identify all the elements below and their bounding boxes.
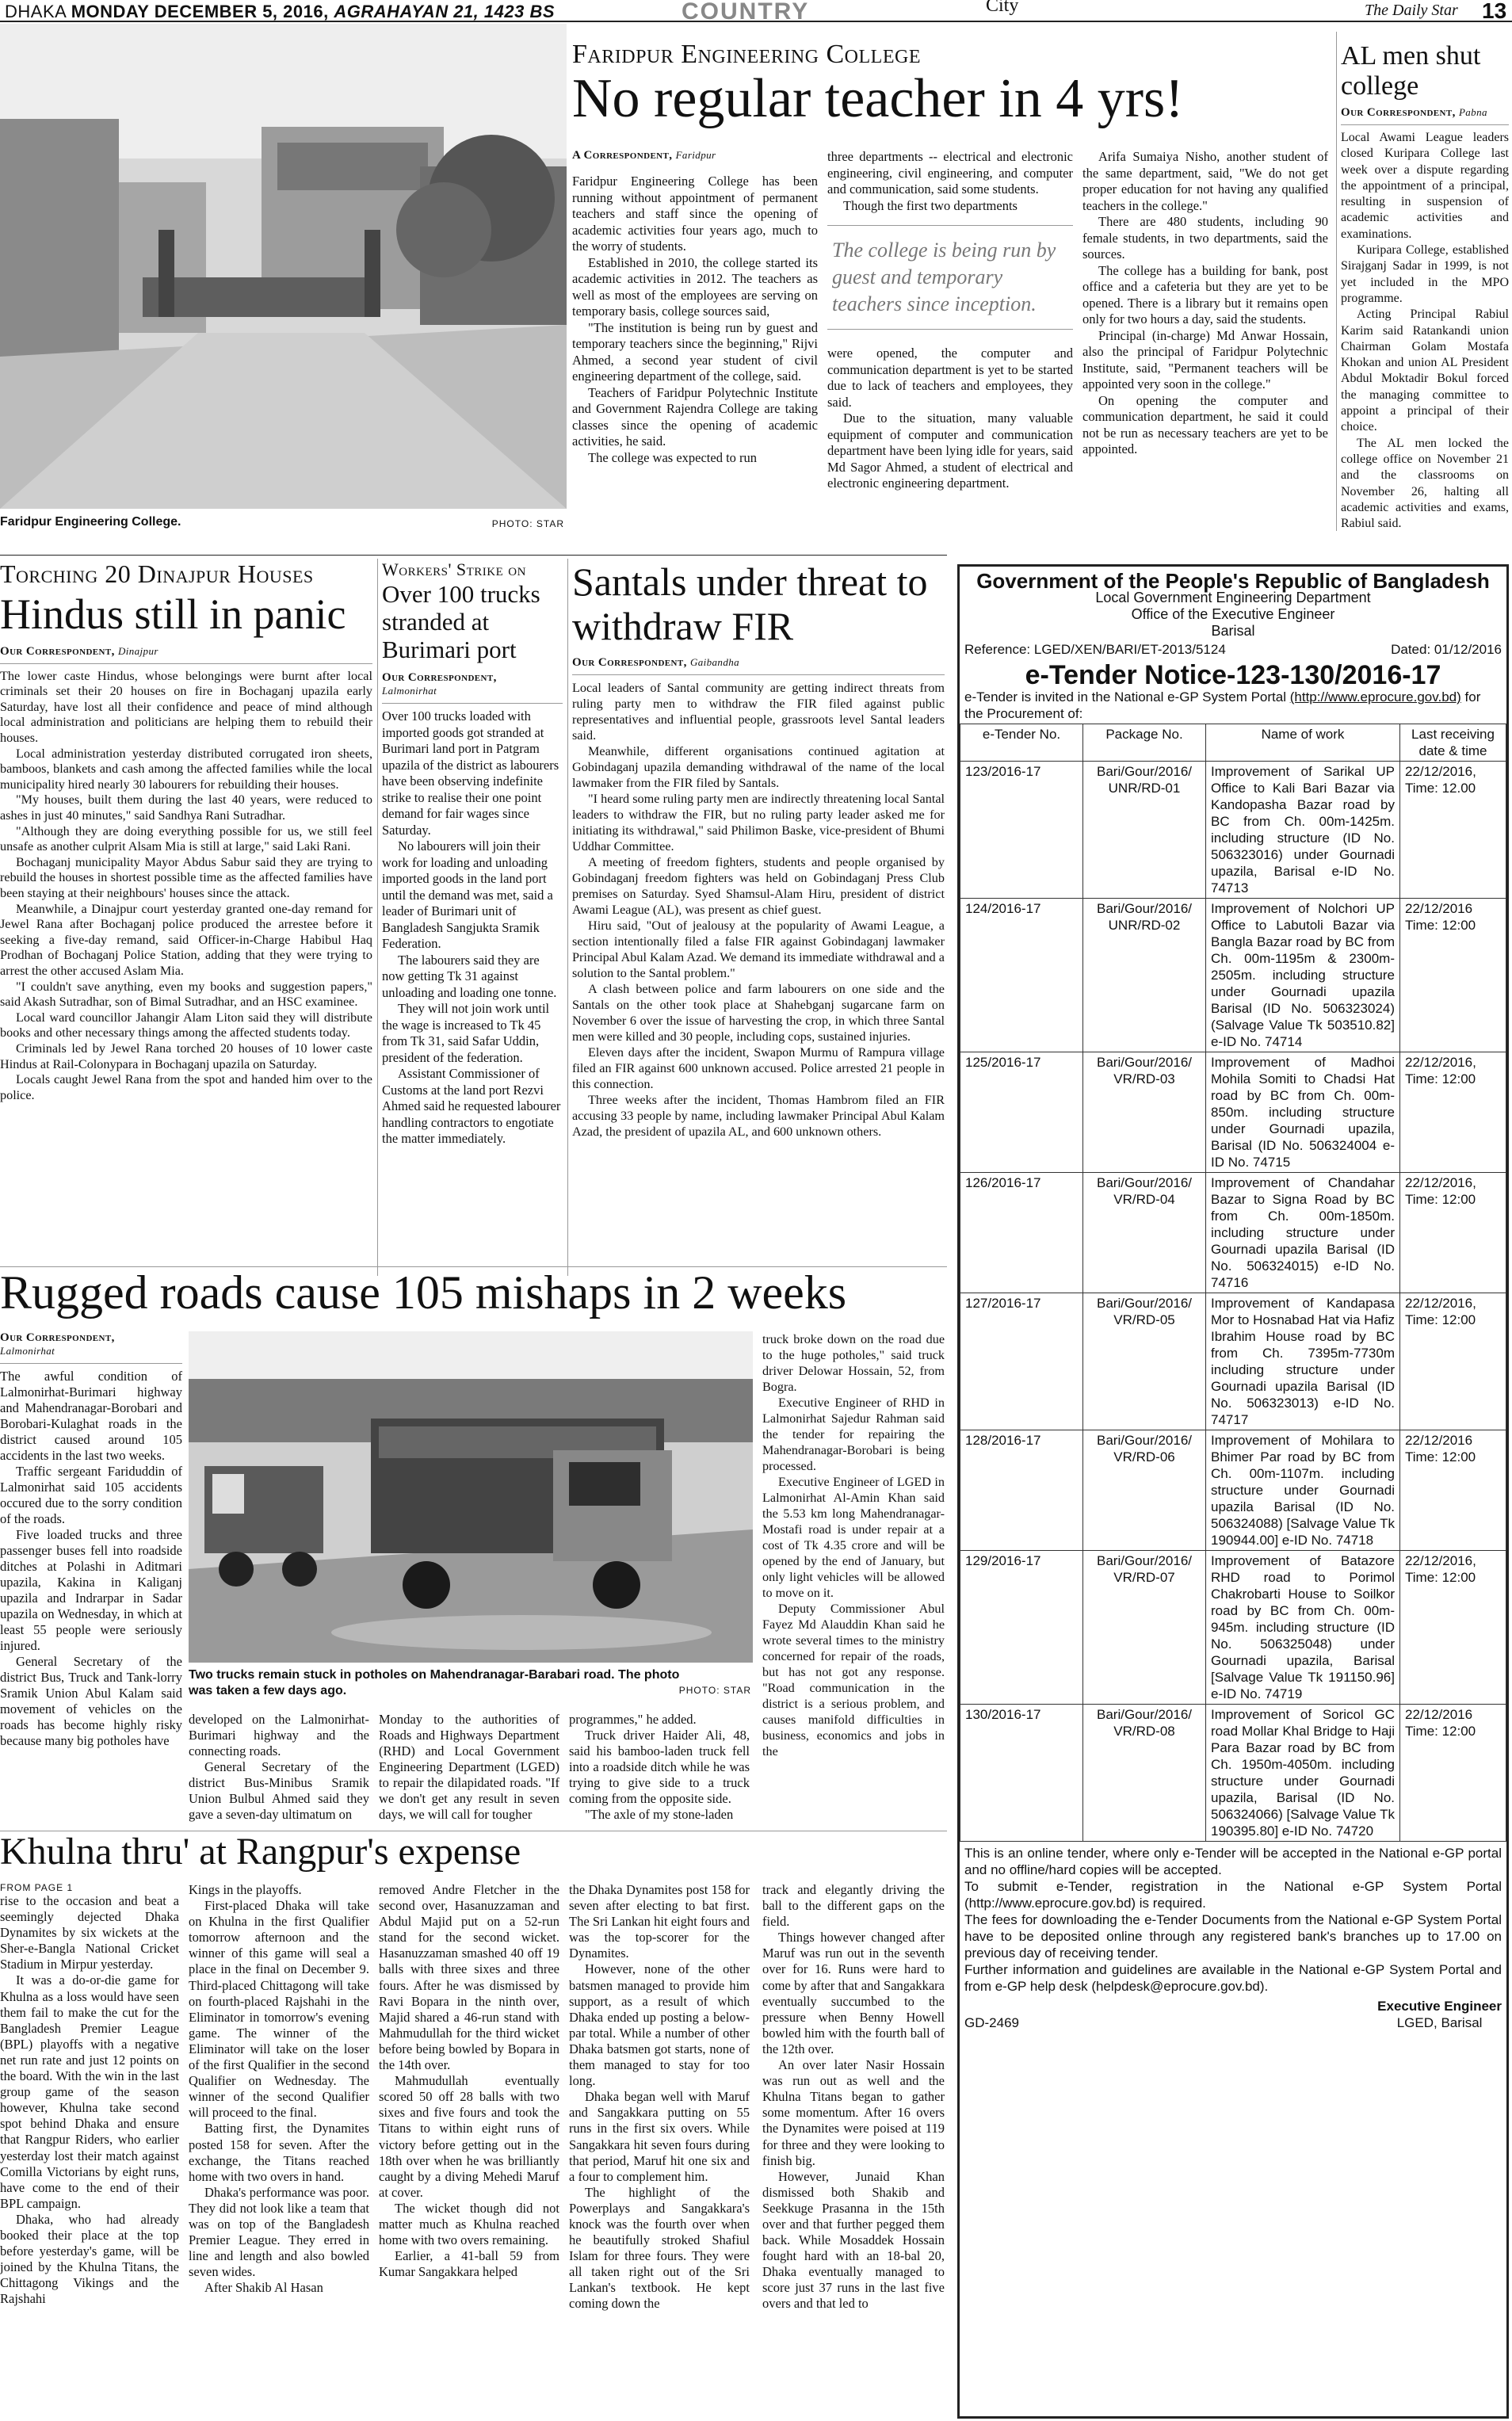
paragraph: The highlight of the Powerplays and Sangakkara's knock was the fourth over when he beautifully stroked Shafiul Islam for three fours. They were all taken right out of the Sri Lankan's textbook. He kept coming down the	[569, 2184, 750, 2312]
paragraph: The college has a building for bank, post office and a cafeteria but they are yet to be opened. There is a library but it remains open only for two hours a day, said the students.	[1082, 262, 1328, 326]
section-name: COUNTRY	[682, 0, 810, 22]
paragraph: the Dhaka Dynamites post 158 for seven after electing to bat first. The Sri Lankan hit eight fours and was the top-scorer for the Dynamites.	[569, 1882, 750, 1961]
rugged-col-1	[0, 1331, 182, 1823]
faridpur-location: Faridpur	[675, 149, 716, 161]
paragraph: Teachers of Faridpur Polytechnic Institute and Government Rajendra College are taking classes since the opening of academic activities, he said.	[572, 384, 818, 449]
table-cell-date: 22/12/2016, Time: 12:00	[1400, 1052, 1506, 1173]
paragraph: rise to the occasion and beat a seemingly dejected Dhaka Dynamites by six wickets at the Sher-e-Bangla National Cricket Stadium in Mirpur yesterday.	[0, 1893, 179, 1972]
hindus-story	[0, 559, 372, 1281]
hindus-byline: Our Correspondent,	[0, 644, 115, 658]
masthead-weekday-date: MONDAY DECEMBER 5, 2016,	[71, 2, 329, 21]
table-row	[960, 1173, 1506, 1293]
table-cell-work: Improvement of Kandapasa Mor to Hosnabad Hat via Hafiz Ibrahim House road by BC from Ch. 7395m-7730m including structure under Gournadi upazila Barisal (ID No. 506323013) e-ID No. 74717	[1206, 1293, 1400, 1430]
rugged-col-5	[762, 1331, 945, 1823]
khulna-headline: Khulna thru' at Rangpur's expense	[0, 1832, 521, 1873]
masthead-date	[5, 2, 555, 22]
table-cell-pkg: Bari/Gour/2016/ VR/RD-04	[1083, 1173, 1206, 1293]
trucks-story	[382, 559, 563, 1281]
paragraph: There are 480 students, including 90 female students, in two departments, said the sources.	[1082, 214, 1328, 262]
faridpur-heading	[572, 40, 1333, 143]
paragraph: Though the first two departments	[843, 197, 1018, 213]
table-cell-no: 125/2016-17	[960, 1052, 1083, 1173]
faridpur-kicker: Faridpur Engineering College	[572, 40, 921, 69]
table-cell-date: 22/12/2016 Time: 12:00	[1400, 1705, 1506, 1842]
trucks-kicker: Workers' Strike on	[382, 559, 526, 579]
column-header: e-Tender No.	[960, 724, 1083, 762]
paragraph: A clash between police and farm labourers on one side and the Santals on the other took place at Shahebganj sugarcane farm on November 6 over the issue of harvesting the crop, in which three Santal men were killed and 30 people, including cops, sustained injuries.	[572, 982, 945, 1044]
trucks-byline: Our Correspondent,	[382, 671, 497, 684]
rugged-headline: Rugged roads cause 105 mishaps in 2 weeks	[0, 1268, 847, 1319]
rugged-col-3	[379, 1712, 559, 1823]
rugged-byline: Our Correspondent,	[0, 1331, 115, 1344]
al-men-byline: Our Correspondent,	[1341, 106, 1456, 119]
faridpur-photo-caption: Faridpur Engineering College.	[0, 515, 181, 529]
khulna-col-5	[762, 1882, 945, 2421]
tender-code: GD-2469	[964, 2015, 1019, 2030]
table-row	[960, 1293, 1506, 1430]
faridpur-col-2	[827, 149, 1073, 529]
khulna-col-3	[379, 1882, 559, 2421]
table-cell-work: Improvement of Nolchori UP Office to Labutoli Bazar via Bangla Bazar road by BC from Ch. 00m-1195m & 2300m-2505m. including structure under Gournadi upazila Barisal (ID No. 506323024) (Salvage Value Tk 503510.82] e-ID No. 74714	[1206, 899, 1400, 1052]
table-cell-pkg: Bari/Gour/2016/ VR/RD-05	[1083, 1293, 1206, 1430]
faridpur-pullquote: The college is being run by guest and temporary teachers since inception.	[827, 225, 1073, 330]
rugged-photo-caption: Two trucks remain stuck in potholes on Mahendranagar-Barabari road. The photo was taken a few days ago.	[189, 1668, 680, 1697]
faridpur-col-3	[1082, 149, 1328, 529]
paragraph: Due to the situation, many valuable equipment of computer and communication department have been lying idle for years, said Md Sagor Ahmed, a student of electrical and electronic engineering department.	[827, 411, 1073, 491]
paragraph: three departments -- electrical and electronic engineering, civil engineering, and computer and communication, said some students.	[827, 149, 1073, 197]
tender-table-header	[960, 724, 1506, 762]
tender-footer-line: The fees for downloading the e-Tender Documents from the National e-GP System Portal have to be deposited online through any registered bank's branches up to 17.00 on previous day of receiving tender.	[964, 1912, 1502, 1961]
paragraph: Truck driver Haider Ali, 48, said his bamboo-laden truck fell into a roadside ditch while he was trying to give side to a truck coming from the opposite side.	[569, 1728, 750, 1806]
santals-location: Gaibandha	[689, 656, 740, 668]
paragraph: The lower caste Hindus, whose belongings were burnt after local criminals set their 20 houses on fire in Bochaganj upazila early Saturday, have lost all their confidence and peace of mind although local administration and politicians are helping them to rebuild their houses.	[0, 668, 372, 746]
masthead-bangla-date: AGRAHAYAN 21, 1423 BS	[334, 2, 556, 21]
table-row	[960, 899, 1506, 1052]
paragraph: Executive Engineer of RHD in Lalmonirhat Sajedur Rahman said the tender for repairing the Mahendranagar-Borobari is being processed.	[762, 1396, 945, 1473]
paragraph: A meeting of freedom fighters, students and people organised by Gobindaganj freedom fighters was held on Gobindaganj Press Club premises on Saturday. Syed Shamsul-Alam Hiru, president of district Awami League (AL), was present as chief guest.	[572, 855, 945, 917]
table-cell-date: 22/12/2016, Time: 12:00	[1400, 1173, 1506, 1293]
al-men-location: Pabna	[1458, 106, 1487, 118]
table-row	[960, 1705, 1506, 1842]
paragraph: Monday to the authorities of Roads and Highways Department (RHD) and Local Government Engineering Department (LGED) to repair the dilapidated roads. "If we don't get any result in seven days, we will call for tougher	[379, 1712, 559, 1822]
tender-footer-line: Further information and guidelines are available in the National e-GP System Portal and from e-GP help desk (helpdesk@eprocure.gov.bd).	[964, 1962, 1502, 1994]
paragraph: programmes," he added.	[569, 1712, 697, 1727]
paragraph: Meanwhile, a Dinajpur court yesterday granted one-day remand for Jewel Rana after Bochaganj police produced the arrestee before it seeking a five-day remand, said Officer-in-Charge Habibul Haq Prodhan of Bochaganj Police Station, adding that they were trying to arrest the other accused Aslam Mia.	[0, 901, 372, 978]
table-row	[960, 1551, 1506, 1705]
paragraph: Dhaka began well with Maruf and Sangakkara putting on 55 runs in the first six overs. While Sangakkara hit seven fours during that period, Maruf hit one six and a four to complement him.	[569, 2089, 750, 2184]
paragraph: On opening the computer and communication department, he said it could not be run as necessary teachers are yet to be appointed.	[1082, 392, 1328, 456]
tender-government: Government of the People's Republic of Bangladesh	[976, 569, 1490, 593]
column-header: Package No.	[1083, 724, 1206, 762]
paragraph: They will not join work until the wage is increased to Tk 45 from Tk 31, said Safar Uddin, president of the federation.	[382, 1001, 550, 1065]
tender-office: Office of the Executive Engineer	[1131, 606, 1335, 622]
rugged-photo	[189, 1331, 753, 1712]
paragraph: Things however changed after Maruf was run out in the seventh over for 16. Runs were hard to come by after that and Sangakkara eventually succumbed to the pressure when Benny Howell bowled him with the fourth ball of the 12th over.	[762, 1930, 945, 2056]
table-cell-pkg: Bari/Gour/2016/ VR/RD-07	[1083, 1551, 1206, 1705]
paragraph: "I couldn't save anything, even my books and suggestion papers," said Akash Sutradhar, son of Bimal Sutradhar, and an HSC examinee.	[0, 979, 372, 1010]
table-cell-work: Improvement of Soricol GC road Mollar Khal Bridge to Haji Para Bazar road by BC from Ch. 1950m-4050m. including structure under Gournadi upazila, Barisal (ID No. 506324066) [Salvage Value Tk 190395.80] e-ID No. 74720	[1206, 1705, 1400, 1842]
paragraph: Local ward councillor Jahangir Alam Liton said they will distribute books and other necessary things among the affected students today.	[0, 1010, 372, 1041]
table-cell-no: 124/2016-17	[960, 899, 1083, 1052]
paragraph: Executive Engineer of LGED in Lalmonirhat Al-Amin Khan said the 5.53 km long Mahendranagar-Mostafi road is under repair at a cost of Tk 4.35 crore and will be opened by the end of January, but only light vehicles will be allowed to move on it.	[762, 1475, 945, 1600]
paragraph: "The institution is being run by guest and temporary teachers since the beginning," Rijvi Ahmed, a second year student of civil engineering department of the college, said.	[572, 319, 818, 384]
khulna-heading	[0, 1832, 947, 1880]
table-cell-work: Improvement of Mohilara to Bhimer Par road by BC from Ch. 00m-1107m. including structure under Gournadi upazila Barisal (ID No. 506324088) [Salvage Value Tk 190944.00] e-ID No. 74718	[1206, 1430, 1400, 1551]
paragraph: Principal (in-charge) Md Anwar Hossain, also the principal of Faridpur Polytechnic Institute, said, "Permanent teachers will be appointed very soon in the college."	[1082, 327, 1328, 391]
paragraph: "Although they are doing everything possible for us, we still feel unsafe as another culprit Alsam Mia is still at large," said Laki Rani.	[0, 823, 372, 854]
tender-footer-line: This is an online tender, where only e-Tender will be accepted in the National e-GP portal and no offline/hard copies will be accepted.	[964, 1846, 1502, 1877]
paragraph: The awful condition of Lalmonirhat-Burimari highway and Mahendranagar-Borobari and Borobari-Kulaghat roads in the district caused around 105 accidents in the last two weeks.	[0, 1369, 182, 1463]
table-row	[960, 762, 1506, 899]
paragraph: "My houses, built them during the last 40 years, were reduced to ashes in just 40 minutes," said Sandhya Rani Sutradhar.	[0, 792, 372, 823]
tender-intro-tail: for the Procurement of:	[964, 689, 1481, 721]
paragraph: Over 100 trucks loaded with imported goods got stranded at Burimari land port in Patgram upazila of the district as labourers have been observing indefinite strike to realise their one point demand for fair wages since Saturday.	[382, 708, 559, 838]
faridpur-photo	[0, 24, 567, 531]
tender-district: Barisal	[1211, 623, 1255, 639]
hindus-location: Dinajpur	[117, 644, 158, 657]
paragraph: Established in 2010, the college started its academic activities in 2012. The teachers as well as most of the employees are serving on temporary basis, college sources said,	[572, 254, 818, 319]
tender-portal-link[interactable]: (http://www.eprocure.gov.bd)	[1289, 689, 1461, 705]
paragraph: Deputy Commissioner Abul Fayez Md Alauddin Khan said he wrote several times to the ministry concerned for repair of the roads, but has not got any response. "Road communication in the district is a serious problem, and causes manifold difficulties in business, economics and jobs in the	[762, 1602, 945, 1758]
table-cell-no: 127/2016-17	[960, 1293, 1083, 1430]
table-cell-work: Improvement of Sarikal UP Office to Kali Bari Bazar via Kandopasha Bazar road by BC from Ch. 00m-1425m. including structure (ID No. 506323016) under Gournadi upazila, Barisal e-ID No. 74713	[1206, 762, 1400, 899]
table-cell-date: 22/12/2016 Time: 12:00	[1400, 1430, 1506, 1551]
stuck-trucks-photo	[189, 1331, 753, 1663]
paragraph: Faridpur Engineering College has been running without appointment of permanent teachers and staff since the opening of academic activities four years ago, much to the worry of students.	[572, 174, 818, 254]
paragraph: Hiru said, "Out of jealousy at the popularity of Awami League, a section intentionally filed a false FIR against Gobindaganj lawmaker Principal Abul Kalam Azad. We demand its immediate withdrawal and a solution to the Santal problem."	[572, 918, 945, 980]
table-cell-pkg: Bari/Gour/2016/ VR/RD-06	[1083, 1430, 1206, 1551]
table-cell-no: 129/2016-17	[960, 1551, 1083, 1705]
table-cell-no: 123/2016-17	[960, 762, 1083, 899]
faridpur-col1-text	[572, 174, 818, 466]
paragraph: "I heard some ruling party men are indirectly threatening local Santal leaders to withdraw the FIR, but no ruling party leader asked me for initiating its withdrawal," said Philimon Baske, vice-president of Bhumi Uddhar Committee.	[572, 792, 945, 853]
santals-headline: Santals under threat to withdraw FIR	[572, 559, 928, 648]
paragraph: Criminals led by Jewel Rana torched 20 houses of 10 lower caste Hindus at Rail-Colonypara in Bochaganj upazila on Saturday.	[0, 1041, 372, 1071]
paragraph: After Shakib Al Hasan	[204, 2280, 323, 2296]
paragraph: The AL men locked the college office on November 21 and the classrooms on November 26, halting all academic activities and exams, Rabiul said.	[1341, 436, 1509, 531]
table-cell-no: 130/2016-17	[960, 1705, 1083, 1842]
paragraph: Traffic sergeant Fariduddin of Lalmonirhat said 105 accidents occured due to the sorry condition of the roads.	[0, 1464, 182, 1526]
paragraph: Assistant Commissioner of Customs at the land port Rezvi Ahmed said he requested labourer handling contractors to engotiate the matter immediately.	[382, 1066, 561, 1146]
rugged-col-2	[189, 1712, 369, 1823]
table-cell-no: 128/2016-17	[960, 1430, 1083, 1551]
paragraph: No labourers will join their work for loading and unloading imported goods in the land port until the demand was met, said a leader of Burimari unit of Bangladesh Sangjukta Sramik Federation.	[382, 838, 553, 951]
paragraph: truck broke down on the road due to the huge potholes," said truck driver Delowar Hossain, 52, from Bogra.	[762, 1332, 945, 1394]
paragraph: It was a do-or-die game for Khulna as a loss would have seen them fail to make the cut for the Bangladesh Premier League (BPL) playoffs with a negative net run rate and just 12 points on the board. With the win in the last group game of the season however, Khulna take second spot behind Dhaka and ensure that Rangpur Riders, who earlier yesterday lost their match against Comilla Victorians by eight runs, have come to the end of their BPL campaign.	[0, 1972, 179, 2211]
paragraph: Local leaders of Santal community are getting indirect threats from ruling party men to withdraw the FIR filed against public representatives and influential people, grassroots level Santal leaders said.	[572, 681, 945, 743]
santals-byline: Our Correspondent,	[572, 656, 687, 669]
paragraph: General Secretary of the district Bus-Minibus Sramik Union Bulbul Ahmed said they gave a seven-day ultimatum on	[189, 1759, 369, 1822]
paragraph: Arifa Sumaiya Nisho, another student of the same department, said, "We do not get proper education for not having any qualified teachers in the college."	[1082, 149, 1328, 213]
paragraph: General Secretary of the district Bus, Truck and Tank-lorry Sramik Union Abul Kalam said movement of vehicles on the roads has become highly risky because many big potholes have	[0, 1654, 182, 1748]
paragraph: Dhaka, who had already booked their place at the top before yesterday's game, will be joined by the Khulna Titans, the Chittagong Vikings and the Rajshahi	[0, 2211, 179, 2307]
paragraph: Local Awami League leaders closed Kuripara College last week over a dispute regarding the appointment of a principal, resulting in suspension of academic activities and examinations.	[1341, 131, 1509, 241]
table-cell-pkg: Bari/Gour/2016/ UNR/RD-01	[1083, 762, 1206, 899]
hindus-headline: Hindus still in panic	[0, 590, 346, 638]
khulna-col-4	[569, 1882, 750, 2421]
rugged-location: Lalmonirhat	[0, 1345, 55, 1357]
subsection-name: City	[986, 0, 1019, 16]
table-cell-no: 126/2016-17	[960, 1173, 1083, 1293]
hindus-kicker: Torching 20 Dinajpur Houses	[0, 559, 314, 588]
tender-table	[960, 724, 1506, 1842]
trucks-headline: Over 100 trucks stranded at Burimari port	[382, 580, 540, 663]
table-cell-work: Improvement of Batazore RHD road to Porimol Chakrobarti House to Soilkor road by BC from Ch. 00m-945m. including structure (ID No. 506325048) under Gournadi upazila, Barisal [Salvage Value Tk 191150.96] e-ID No. 74719	[1206, 1551, 1400, 1705]
tender-notice-title: e-Tender Notice-123-130/2016-17	[1025, 660, 1441, 690]
table-cell-date: 22/12/2016, Time: 12:00	[1400, 1293, 1506, 1430]
paragraph: Bochaganj municipality Mayor Abdus Sabur said they are trying to rebuild the houses in shortest possible time as the affected families have been staying at their neighbours' houses since the attack.	[0, 854, 372, 900]
tender-signatory: Executive Engineer	[1377, 1999, 1502, 2014]
paragraph: removed Andre Fletcher in the second over, Hasanuzzaman and Abdul Majid put on a 52-run stand for the second wicket. Hasanuzzaman smashed 40 off 19 balls with three sixes and three fours. After he was dismissed by Ravi Bopara in the ninth over, Majid shared a 46-run stand with Mahmudullah for the third wicket before being bowled by Bopara in the 14th over.	[379, 1882, 559, 2073]
tender-footer-line: To submit e-Tender, registration in the National e-GP System Portal (http://www.eprocure.gov.bd) is required.	[964, 1879, 1502, 1911]
khulna-from-page: FROM PAGE 1	[0, 1882, 74, 1893]
tender-dated: Dated: 01/12/2016	[1391, 642, 1502, 657]
faridpur-byline: A Correspondent,	[572, 149, 673, 162]
table-cell-work: Improvement of Chandahar Bazar to Signa Road by BC from Ch. 00m-1850m. including structure under Gournadi upazila Barisal (ID No. 506324015) e-ID No. 74716	[1206, 1173, 1400, 1293]
paragraph: However, Junaid Khan dismissed both Shakib and Seekkuge Prasanna in the 15th over and that further pegged them back. While Mosaddek Hossain fought hard with an 18-bal 20, Dhaka eventually managed to score just 37 runs in the last five overs and that led to	[762, 2168, 945, 2312]
paper-logo: The Daily Star	[1365, 2, 1458, 19]
masthead	[0, 0, 1512, 22]
paragraph: Kings in the playoffs.	[189, 1882, 302, 1897]
tender-notice	[957, 564, 1509, 2419]
paragraph: An over later Nasir Hossain was run out as well and the Khulna Titans began to gather some momentum. After 16 overs the Dynamites were poised at 119 for three and they were looking to finish big.	[762, 2057, 945, 2168]
table-cell-date: 22/12/2016 Time: 12:00	[1400, 899, 1506, 1052]
rugged-col-4	[569, 1712, 750, 1823]
paragraph: Five loaded trucks and three passenger buses fell into roadside ditches at Polashi in Aditmari upazila, Kakina in Kaliganj upazila and Indrarpar in Sadar upazila on Wednesday, in which at least 55 people were seriously injured.	[0, 1527, 182, 1653]
khulna-col-2	[189, 1882, 369, 2421]
table-cell-work: Improvement of Madhoi Mohila Somiti to Chadsi Hat road by BC from Ch. 00m-850m. including structure under Gournadi upazila, Barisal (ID No. 506324004 e-ID No. 74715	[1206, 1052, 1400, 1173]
paragraph: Locals caught Jewel Rana from the spot and handed him over to the police.	[0, 1072, 372, 1102]
paragraph: Mahmudullah eventually scored 50 off 28 balls with two sixes and five fours and took the Titans to within eight runs of victory before getting out in the 18th over when he was brilliantly caught by a diving Mehedi Maruf at cover.	[379, 2073, 559, 2200]
paragraph: The labourers said they are now getting Tk 31 against unloading and loading one tonne.	[382, 952, 557, 1000]
table-row	[960, 1052, 1506, 1173]
tender-intro: e-Tender is invited in the National e-GP System Portal	[964, 689, 1286, 705]
college-building-photo	[0, 24, 567, 509]
paragraph: The college was expected to run	[588, 449, 758, 465]
trucks-location: Lalmonirhat	[382, 685, 437, 697]
paragraph: Kuripara College, established Sirajganj Sadar in 1999, is not yet included in the MPO programme.	[1341, 243, 1509, 305]
al-men-headline: AL men shut college	[1341, 41, 1481, 101]
column-header: Name of work	[1206, 724, 1400, 762]
faridpur-headline: No regular teacher in 4 yrs!	[572, 68, 1184, 129]
tender-footer	[960, 1842, 1506, 1998]
table-cell-pkg: Bari/Gour/2016/ VR/RD-03	[1083, 1052, 1206, 1173]
faridpur-col-1	[572, 149, 818, 529]
rugged-heading	[0, 1268, 947, 1328]
santals-story-body	[572, 559, 945, 1281]
al-men-story	[1341, 41, 1509, 533]
paragraph: track and elegantly driving the ball to the different gaps on the field.	[762, 1882, 945, 1930]
paragraph: were opened, the computer and communication department is yet to be started due to lack of teachers and employees, they said.	[827, 346, 1073, 410]
paragraph: Local administration yesterday distributed corrugated iron sheets, bamboos, blankets and cash among the affected families while the local municipality hired nearly 30 labourers for rebuilding their houses.	[0, 746, 372, 792]
column-header: Last receiving date & time	[1400, 724, 1506, 762]
khulna-col-1	[0, 1882, 179, 2421]
table-cell-date: 22/12/2016, Time: 12.00	[1400, 762, 1506, 899]
paragraph: "The axle of my stone-laden	[585, 1807, 734, 1822]
paragraph: Meanwhile, different organisations continued agitation at Gobindaganj upazila demanding withdrawal of the name of the local lawmaker from the FIR filed by Santals.	[572, 744, 945, 790]
table-cell-pkg: Bari/Gour/2016/ VR/RD-08	[1083, 1705, 1206, 1842]
paragraph: Eleven days after the incident, Swapon Murmu of Rampura village filed an FIR against 600 unknown accused. Police arrested 21 people in this connection.	[572, 1045, 945, 1091]
tender-reference: Reference: LGED/XEN/BARI/ET-2013/5124	[964, 642, 1226, 657]
table-cell-date: 22/12/2016, Time: 12:00	[1400, 1551, 1506, 1705]
paragraph: Earlier, a 41-ball 59 from Kumar Sangakkara helped	[379, 2248, 559, 2280]
paragraph: However, none of the other batsmen managed to provide him support, as a result of which Dhaka ended up posting a below-par total. While a number of other Dhaka batsmen got starts, none of them managed to stay for too long.	[569, 1961, 750, 2089]
paragraph: First-placed Dhaka will take on Khulna in the first Qualifier tomorrow afternoon and the winner of this game will seal a place in the final on December 9. Third-placed Chittagong will take on fourth-placed Rajshahi in the Eliminator in tomorrow's evening game. The winner of the Eliminator will take on the loser of the first Qualifier in the second Qualifier on Wednesday. The winner of the second Qualifier will proceed to the final.	[189, 1898, 369, 2121]
table-cell-pkg: Bari/Gour/2016/ UNR/RD-02	[1083, 899, 1206, 1052]
paragraph: Batting first, the Dynamites posted 158 for seven. After the exchange, the Titans reached home with two overs in hand.	[189, 2121, 369, 2184]
paragraph: Acting Principal Rabiul Karim said Ratankandi union Chairman Golam Mostafa Khokan and union AL President Abdul Moktadir Bokul forced the managing committee to appoint a principal of their choice.	[1341, 307, 1509, 434]
masthead-city: DHAKA	[5, 2, 67, 21]
tender-department: Local Government Engineering Department	[1095, 590, 1371, 605]
page-number: 13	[1482, 0, 1507, 22]
paragraph: Dhaka's performance was poor. They did not look like a team that was on top of the Bangladesh Premier League. They erred in line and length and also bowled seven wides.	[189, 2184, 369, 2280]
tender-signatory-office: LGED, Barisal	[1396, 2015, 1483, 2030]
paragraph: Three weeks after the incident, Thomas Hambrom filed an FIR accusing 33 people by name, including lawmaker Principal Abul Kalam Azad, the president of upazila AL, and 600 unknown others.	[572, 1093, 945, 1139]
faridpur-photo-credit: PHOTO: STAR	[491, 518, 564, 529]
rugged-photo-credit: PHOTO: STAR	[678, 1685, 751, 1696]
paragraph: developed on the Lalmonirhat-Burimari highway and the connecting roads.	[189, 1712, 369, 1758]
paragraph: The wicket though did not matter much as Khulna reached home with two overs remaining.	[379, 2200, 559, 2248]
table-row	[960, 1430, 1506, 1551]
